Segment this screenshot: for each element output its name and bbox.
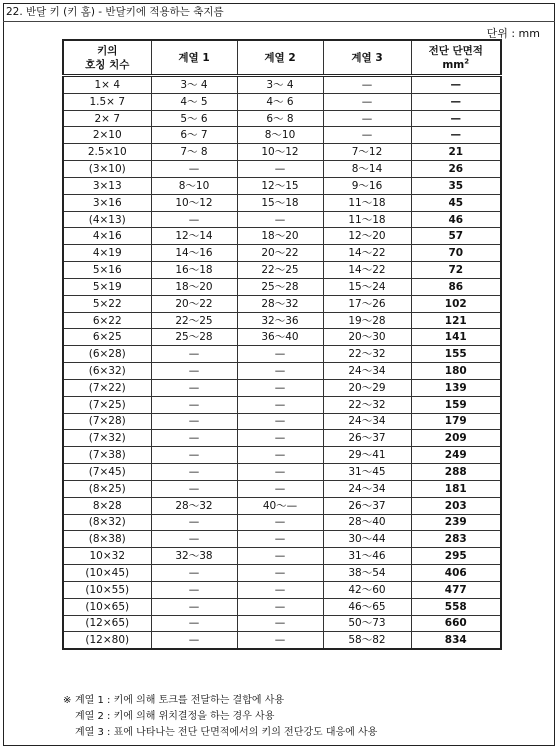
series-3-cell: 11～18 xyxy=(323,211,411,228)
footnote-mark: ※ xyxy=(63,695,72,706)
key-size-cell: (6×32) xyxy=(63,363,151,380)
key-size-cell: 5×16 xyxy=(63,262,151,279)
key-size-table xyxy=(62,39,502,650)
key-size-cell: 4×19 xyxy=(63,245,151,262)
key-size-cell: 8×28 xyxy=(63,497,151,514)
series-1-cell: 7～ 8 xyxy=(151,144,237,161)
series-2-cell: 12～15 xyxy=(237,177,323,194)
series-3-cell: 22～32 xyxy=(323,396,411,413)
series-2-cell: 6～ 8 xyxy=(237,110,323,127)
series-3-cell: 15～24 xyxy=(323,278,411,295)
series-1-cell: — xyxy=(151,581,237,598)
table-row xyxy=(63,93,501,110)
series-3-cell: 58～82 xyxy=(323,632,411,649)
series-3-cell: 9～16 xyxy=(323,177,411,194)
table-header xyxy=(63,40,501,76)
key-size-cell: (4×13) xyxy=(63,211,151,228)
series-2-cell: — xyxy=(237,379,323,396)
table-row xyxy=(63,346,501,363)
table-row xyxy=(63,598,501,615)
series-2-cell: 22～25 xyxy=(237,262,323,279)
series-3-cell: 31～46 xyxy=(323,548,411,565)
series-2-cell: 20～22 xyxy=(237,245,323,262)
footnote-series-2 xyxy=(63,709,377,725)
series-3-cell: 20～30 xyxy=(323,329,411,346)
series-3-cell: 26～37 xyxy=(323,430,411,447)
series-3-cell: 30～44 xyxy=(323,531,411,548)
table-row xyxy=(63,514,501,531)
series-1-cell: — xyxy=(151,211,237,228)
series-3-cell: 14～22 xyxy=(323,262,411,279)
shear-area-cell: 477 xyxy=(411,581,501,598)
series-3-cell: 24～34 xyxy=(323,480,411,497)
shear-area-cell: 283 xyxy=(411,531,501,548)
header-key-size-line1: 키의 xyxy=(97,44,118,57)
series-2-cell: — xyxy=(237,413,323,430)
key-size-cell: (7×38) xyxy=(63,447,151,464)
shear-area-cell: 26 xyxy=(411,161,501,178)
table-row xyxy=(63,548,501,565)
shear-area-cell: 209 xyxy=(411,430,501,447)
series-2-cell: 3～ 4 xyxy=(237,76,323,94)
title-divider xyxy=(3,21,555,22)
shear-area-cell: 21 xyxy=(411,144,501,161)
series-1-cell: 16～18 xyxy=(151,262,237,279)
series-2-cell: 4～ 6 xyxy=(237,93,323,110)
series-3-cell: 26～37 xyxy=(323,497,411,514)
series-2-cell: — xyxy=(237,531,323,548)
series-3-cell: 38～54 xyxy=(323,565,411,582)
series-3-cell: 31～45 xyxy=(323,464,411,481)
series-2-cell: 10～12 xyxy=(237,144,323,161)
series-2-cell: — xyxy=(237,565,323,582)
series-1-cell: — xyxy=(151,346,237,363)
series-2-cell: 28～32 xyxy=(237,295,323,312)
shear-area-cell: — xyxy=(411,93,501,110)
series-3-cell: 24～34 xyxy=(323,363,411,380)
series-3-cell: 20～29 xyxy=(323,379,411,396)
table-row xyxy=(63,480,501,497)
key-size-cell: 2.5×10 xyxy=(63,144,151,161)
header-shear-area-unit: $mm^2$ xyxy=(442,57,470,71)
header-series-3: 계열 3 xyxy=(323,40,411,76)
table-row xyxy=(63,144,501,161)
table-row xyxy=(63,76,501,94)
series-3-cell: — xyxy=(323,76,411,94)
series-2-cell: — xyxy=(237,598,323,615)
shear-area-cell: 179 xyxy=(411,413,501,430)
series-3-cell: 24～34 xyxy=(323,413,411,430)
shear-area-cell: — xyxy=(411,76,501,94)
series-1-cell: — xyxy=(151,514,237,531)
key-size-cell: (10×55) xyxy=(63,581,151,598)
key-size-cell: 4×16 xyxy=(63,228,151,245)
header-series-2: 계열 2 xyxy=(237,40,323,76)
series-1-cell: — xyxy=(151,615,237,632)
series-3-cell: 22～32 xyxy=(323,346,411,363)
shear-area-cell: 660 xyxy=(411,615,501,632)
series-1-cell: — xyxy=(151,632,237,649)
shear-area-cell: 159 xyxy=(411,396,501,413)
series-1-cell: — xyxy=(151,480,237,497)
table-row xyxy=(63,632,501,649)
series-2-cell: — xyxy=(237,447,323,464)
shear-area-cell: 70 xyxy=(411,245,501,262)
series-2-cell: 36～40 xyxy=(237,329,323,346)
key-size-cell: (10×45) xyxy=(63,565,151,582)
series-2-cell: — xyxy=(237,514,323,531)
shear-area-cell: 203 xyxy=(411,497,501,514)
key-size-cell: 2×10 xyxy=(63,127,151,144)
series-1-cell: — xyxy=(151,161,237,178)
series-1-cell: 28～32 xyxy=(151,497,237,514)
document-title: 22. 반달 키 (키 홈) - 반달키에 적용하는 축지름 xyxy=(6,6,224,18)
table-row xyxy=(63,127,501,144)
series-2-cell: — xyxy=(237,396,323,413)
shear-area-cell: 180 xyxy=(411,363,501,380)
series-2-cell: 32～36 xyxy=(237,312,323,329)
shear-area-cell: 558 xyxy=(411,598,501,615)
table-row xyxy=(63,211,501,228)
table-row xyxy=(63,110,501,127)
shear-area-cell: 102 xyxy=(411,295,501,312)
series-3-cell: — xyxy=(323,110,411,127)
key-size-cell: (8×25) xyxy=(63,480,151,497)
table-row xyxy=(63,329,501,346)
table-row xyxy=(63,312,501,329)
series-3-cell: 29～41 xyxy=(323,447,411,464)
key-size-cell: (8×32) xyxy=(63,514,151,531)
footnote-text-1: 계열 1 : 키에 의해 토크를 전달하는 결합에 사용 xyxy=(75,695,285,706)
footnote-series-1 xyxy=(63,693,377,709)
series-2-cell: 40～— xyxy=(237,497,323,514)
table-row xyxy=(63,194,501,211)
series-2-cell: — xyxy=(237,548,323,565)
series-3-cell: 11～18 xyxy=(323,194,411,211)
key-size-cell: (8×38) xyxy=(63,531,151,548)
series-2-cell: 15～18 xyxy=(237,194,323,211)
shear-area-cell: 239 xyxy=(411,514,501,531)
key-size-cell: (7×45) xyxy=(63,464,151,481)
series-2-cell: — xyxy=(237,581,323,598)
series-3-cell: 46～65 xyxy=(323,598,411,615)
series-2-cell: — xyxy=(237,363,323,380)
shear-area-cell: 288 xyxy=(411,464,501,481)
shear-area-cell: 35 xyxy=(411,177,501,194)
series-1-cell: 10～12 xyxy=(151,194,237,211)
series-1-cell: — xyxy=(151,447,237,464)
shear-area-cell: 181 xyxy=(411,480,501,497)
key-size-cell: 5×19 xyxy=(63,278,151,295)
series-3-cell: 7～12 xyxy=(323,144,411,161)
series-2-cell: 8～10 xyxy=(237,127,323,144)
key-size-cell: 1× 4 xyxy=(63,76,151,94)
footnote-text-2: 계열 2 : 키에 의해 위치결정을 하는 경우 사용 xyxy=(75,711,275,722)
table-row xyxy=(63,295,501,312)
shear-area-cell: 141 xyxy=(411,329,501,346)
table-row xyxy=(63,396,501,413)
table-row xyxy=(63,177,501,194)
shear-area-cell: 121 xyxy=(411,312,501,329)
series-1-cell: 14～16 xyxy=(151,245,237,262)
table-row xyxy=(63,379,501,396)
shear-area-cell: 86 xyxy=(411,278,501,295)
table-row xyxy=(63,581,501,598)
series-1-cell: — xyxy=(151,363,237,380)
unit-label: 단위 : mm xyxy=(486,27,540,40)
shear-area-cell: 834 xyxy=(411,632,501,649)
header-key-size-line2: 호칭 치수 xyxy=(85,58,130,71)
key-size-cell: (7×22) xyxy=(63,379,151,396)
table-row xyxy=(63,565,501,582)
series-3-cell: 42～60 xyxy=(323,581,411,598)
key-size-cell: (12×65) xyxy=(63,615,151,632)
shear-area-cell: 72 xyxy=(411,262,501,279)
series-3-cell: 28～40 xyxy=(323,514,411,531)
series-1-cell: 3～ 4 xyxy=(151,76,237,94)
shear-area-cell: 249 xyxy=(411,447,501,464)
series-1-cell: 5～ 6 xyxy=(151,110,237,127)
key-size-cell: 6×25 xyxy=(63,329,151,346)
shear-area-cell: 406 xyxy=(411,565,501,582)
series-2-cell: — xyxy=(237,464,323,481)
key-size-cell: 5×22 xyxy=(63,295,151,312)
shear-area-cell: 155 xyxy=(411,346,501,363)
header-key-size xyxy=(63,40,151,76)
key-size-cell: 6×22 xyxy=(63,312,151,329)
series-1-cell: — xyxy=(151,565,237,582)
key-size-cell: (7×32) xyxy=(63,430,151,447)
shear-area-cell: — xyxy=(411,110,501,127)
key-size-cell: (7×28) xyxy=(63,413,151,430)
key-size-cell: 3×13 xyxy=(63,177,151,194)
table-row xyxy=(63,464,501,481)
table-row xyxy=(63,531,501,548)
table-row xyxy=(63,447,501,464)
table-row xyxy=(63,228,501,245)
table-row xyxy=(63,430,501,447)
key-size-cell: 3×16 xyxy=(63,194,151,211)
key-size-cell: (3×10) xyxy=(63,161,151,178)
series-1-cell: 8～10 xyxy=(151,177,237,194)
series-1-cell: 12～14 xyxy=(151,228,237,245)
series-1-cell: — xyxy=(151,598,237,615)
key-size-cell: 2× 7 xyxy=(63,110,151,127)
series-3-cell: — xyxy=(323,127,411,144)
series-3-cell: 17～26 xyxy=(323,295,411,312)
series-1-cell: — xyxy=(151,531,237,548)
table-row xyxy=(63,161,501,178)
series-1-cell: — xyxy=(151,396,237,413)
series-1-cell: — xyxy=(151,430,237,447)
series-2-cell: 18～20 xyxy=(237,228,323,245)
series-1-cell: 25～28 xyxy=(151,329,237,346)
series-3-cell: 12～20 xyxy=(323,228,411,245)
series-2-cell: — xyxy=(237,161,323,178)
series-2-cell: — xyxy=(237,346,323,363)
series-2-cell: — xyxy=(237,211,323,228)
series-1-cell: 22～25 xyxy=(151,312,237,329)
key-size-cell: (10×65) xyxy=(63,598,151,615)
series-2-cell: — xyxy=(237,480,323,497)
shear-area-cell: — xyxy=(411,127,501,144)
series-3-cell: 50～73 xyxy=(323,615,411,632)
header-series-1: 계열 1 xyxy=(151,40,237,76)
table-row xyxy=(63,363,501,380)
series-1-cell: 6～ 7 xyxy=(151,127,237,144)
footnotes xyxy=(63,693,377,741)
shear-area-cell: 46 xyxy=(411,211,501,228)
table-row xyxy=(63,615,501,632)
shear-area-cell: 139 xyxy=(411,379,501,396)
table-row xyxy=(63,262,501,279)
key-size-cell: 1.5× 7 xyxy=(63,93,151,110)
key-size-cell: (6×28) xyxy=(63,346,151,363)
series-2-cell: — xyxy=(237,430,323,447)
series-1-cell: 4～ 5 xyxy=(151,93,237,110)
series-3-cell: — xyxy=(323,93,411,110)
shear-area-cell: 57 xyxy=(411,228,501,245)
footnote-series-3 xyxy=(63,725,377,741)
footnote-text-3: 계열 3 : 표에 나타나는 전단 단면적에서의 키의 전단강도 대응에 사용 xyxy=(75,727,378,738)
series-2-cell: — xyxy=(237,632,323,649)
key-size-cell: (7×25) xyxy=(63,396,151,413)
table-row xyxy=(63,413,501,430)
series-2-cell: 25～28 xyxy=(237,278,323,295)
series-1-cell: 20～22 xyxy=(151,295,237,312)
series-1-cell: 18～20 xyxy=(151,278,237,295)
series-1-cell: — xyxy=(151,379,237,396)
header-shear-area xyxy=(411,40,501,76)
series-3-cell: 19～28 xyxy=(323,312,411,329)
shear-area-cell: 45 xyxy=(411,194,501,211)
table-row xyxy=(63,278,501,295)
table-body xyxy=(63,76,501,650)
key-size-cell: 10×32 xyxy=(63,548,151,565)
series-1-cell: — xyxy=(151,464,237,481)
table-row xyxy=(63,245,501,262)
series-1-cell: 32～38 xyxy=(151,548,237,565)
series-2-cell: — xyxy=(237,615,323,632)
series-3-cell: 8～14 xyxy=(323,161,411,178)
key-size-cell: (12×80) xyxy=(63,632,151,649)
header-shear-area-label: 전단 단면적 xyxy=(428,44,483,57)
series-3-cell: 14～22 xyxy=(323,245,411,262)
series-1-cell: — xyxy=(151,413,237,430)
shear-area-cell: 295 xyxy=(411,548,501,565)
table-row xyxy=(63,497,501,514)
